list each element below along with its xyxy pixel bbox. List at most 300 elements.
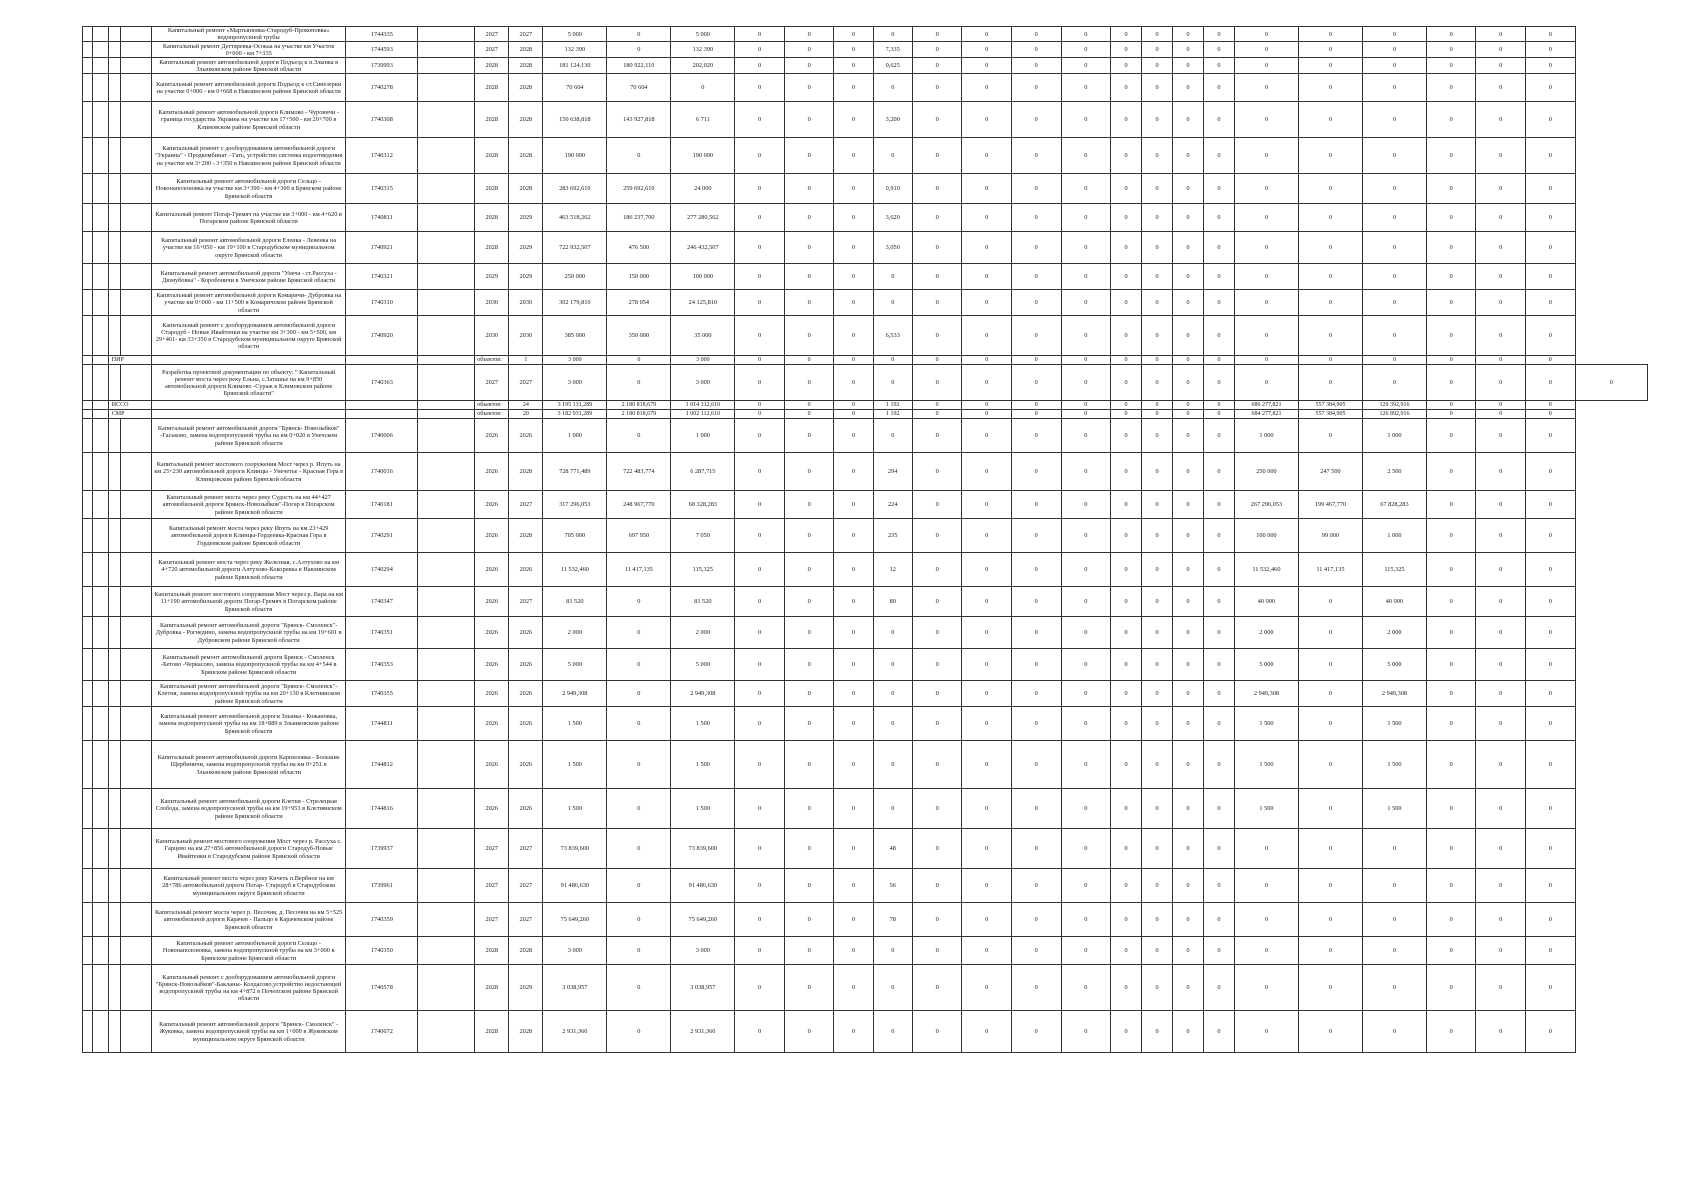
start-year-cell: 2026 — [475, 419, 509, 453]
zero-cell: 0 — [962, 519, 1012, 553]
zero-cell: 0 — [1011, 264, 1061, 290]
year-federal-cell: 0 — [1298, 741, 1362, 789]
zero-cell: 0 — [1142, 419, 1173, 453]
year-regional-cell: 5 000 — [1362, 649, 1426, 681]
total-cost-cell: 722 932,507 — [543, 232, 607, 264]
blank-cell — [83, 356, 93, 365]
object-code-cell: 1740347 — [346, 587, 418, 617]
blank-cell — [418, 290, 475, 316]
regional-cost-cell: 2 931,360 — [671, 1011, 735, 1053]
length-cell: 0,625 — [873, 58, 912, 74]
year-total-cell: 0 — [1234, 74, 1298, 102]
year-federal-cell: 0 — [1298, 681, 1362, 707]
zero-cell: 0 — [1476, 617, 1526, 649]
length-cell: 56 — [873, 869, 912, 903]
object-code-cell: 1740578 — [346, 965, 418, 1011]
regional-cost-cell: 246 432,507 — [671, 232, 735, 264]
zero-cell: 0 — [1526, 290, 1576, 316]
zero-cell: 0 — [1203, 553, 1234, 587]
zero-cell: 0 — [1203, 410, 1234, 419]
regional-cost-cell: 277 280,562 — [671, 204, 735, 232]
zero-cell: 0 — [962, 869, 1012, 903]
table-row — [83, 102, 1648, 138]
zero-cell: 0 — [1526, 741, 1576, 789]
blank-cell — [83, 937, 93, 965]
objects-count-cell: 1 — [509, 356, 543, 365]
zero-cell: 0 — [1476, 42, 1526, 58]
zero-cell: 0 — [1061, 903, 1111, 937]
zero-cell: 0 — [784, 587, 834, 617]
zero-cell: 0 — [1526, 617, 1576, 649]
total-cost-cell: 1 500 — [543, 789, 607, 829]
zero-cell: 0 — [1476, 965, 1526, 1011]
year-total-cell: 40 000 — [1234, 587, 1298, 617]
zero-cell: 0 — [735, 741, 785, 789]
zero-cell: 0 — [834, 965, 873, 1011]
blank-cell — [83, 204, 93, 232]
zero-cell: 0 — [1173, 587, 1204, 617]
zero-cell: 0 — [1203, 138, 1234, 174]
start-year-cell: 2028 — [475, 102, 509, 138]
object-code-cell: 1744816 — [346, 789, 418, 829]
end-year-cell: 2026 — [509, 553, 543, 587]
federal-cost-cell: 0 — [607, 741, 671, 789]
zero-cell: 0 — [834, 290, 873, 316]
zero-cell: 0 — [1142, 42, 1173, 58]
zero-cell: 0 — [1142, 74, 1173, 102]
zero-cell: 0 — [1111, 232, 1142, 264]
zero-cell: 0 — [834, 174, 873, 204]
object-name-cell: Капитальный ремонт автомобильной дороги Подъезд к п.Злынка в Злынковском районе Брянской области — [152, 58, 346, 74]
zero-cell: 0 — [1426, 74, 1476, 102]
zero-cell: 0 — [1011, 102, 1061, 138]
zero-cell: 0 — [735, 519, 785, 553]
blank-cell — [83, 453, 93, 491]
zero-cell: 0 — [962, 290, 1012, 316]
year-regional-cell: 0 — [1362, 965, 1426, 1011]
length-cell: 0 — [873, 707, 912, 741]
zero-cell: 0 — [1476, 27, 1526, 42]
table-row — [83, 789, 1648, 829]
zero-cell: 0 — [1142, 453, 1173, 491]
zero-cell: 0 — [834, 491, 873, 519]
zero-cell: 0 — [1173, 316, 1204, 356]
start-year-cell: 2026 — [475, 617, 509, 649]
zero-cell: 0 — [1173, 681, 1204, 707]
year-federal-cell: 557 384,905 — [1298, 410, 1362, 419]
zero-cell: 0 — [735, 681, 785, 707]
blank-cell — [93, 491, 108, 519]
regional-cost-cell: 3 000 — [671, 937, 735, 965]
zero-cell: 0 — [1173, 356, 1204, 365]
length-cell: 78 — [873, 903, 912, 937]
zero-cell: 0 — [1476, 587, 1526, 617]
total-cost-cell: 5 000 — [543, 27, 607, 42]
federal-cost-cell: 11 417,135 — [607, 553, 671, 587]
zero-cell: 0 — [912, 204, 962, 232]
zero-cell: 0 — [1061, 491, 1111, 519]
blank-cell — [108, 965, 120, 1011]
zero-cell: 0 — [1061, 138, 1111, 174]
table-row — [83, 42, 1648, 58]
zero-cell: 0 — [1476, 741, 1526, 789]
zero-cell: 0 — [735, 419, 785, 453]
year-total-cell: 686 277,821 — [1234, 401, 1298, 410]
blank-cell — [108, 232, 120, 264]
zero-cell: 0 — [962, 681, 1012, 707]
blank-cell — [83, 741, 93, 789]
zero-cell: 0 — [1061, 587, 1111, 617]
year-total-cell: 0 — [1234, 965, 1298, 1011]
zero-cell: 0 — [834, 869, 873, 903]
zero-cell: 0 — [1142, 27, 1173, 42]
zero-cell: 0 — [962, 102, 1012, 138]
zero-cell: 0 — [784, 519, 834, 553]
zero-cell: 0 — [1173, 174, 1204, 204]
year-regional-cell: 0 — [1362, 1011, 1426, 1053]
zero-cell: 0 — [1173, 204, 1204, 232]
zero-cell: 0 — [784, 410, 834, 419]
end-year-cell: 2030 — [509, 316, 543, 356]
zero-cell: 0 — [1111, 587, 1142, 617]
year-regional-cell: 0 — [1362, 829, 1426, 869]
regional-cost-cell: 1 014 312,610 — [671, 401, 735, 410]
end-year-cell: 2028 — [509, 174, 543, 204]
zero-cell: 0 — [1111, 649, 1142, 681]
zero-cell: 0 — [1011, 27, 1061, 42]
blank-cell — [108, 1011, 120, 1053]
zero-cell: 0 — [1426, 365, 1476, 401]
zero-cell: 0 — [1426, 174, 1476, 204]
total-cost-cell: 2 949,308 — [543, 681, 607, 707]
zero-cell: 0 — [912, 681, 962, 707]
table-row — [83, 74, 1648, 102]
zero-cell: 0 — [784, 937, 834, 965]
blank-cell — [108, 419, 120, 453]
blank-cell — [93, 316, 108, 356]
blank-cell — [108, 58, 120, 74]
zero-cell: 0 — [1111, 27, 1142, 42]
year-total-cell: 0 — [1234, 829, 1298, 869]
zero-cell: 0 — [962, 74, 1012, 102]
length-cell: 0 — [873, 290, 912, 316]
zero-cell: 0 — [1111, 58, 1142, 74]
object-code-cell: 1739993 — [346, 58, 418, 74]
year-regional-cell: 40 000 — [1362, 587, 1426, 617]
start-year-cell: 2028 — [475, 937, 509, 965]
table-row — [83, 174, 1648, 204]
zero-cell: 0 — [1203, 316, 1234, 356]
year-total-cell: 0 — [1234, 903, 1298, 937]
zero-cell: 0 — [1476, 232, 1526, 264]
object-code-cell: 1740321 — [346, 264, 418, 290]
blank-cell — [108, 937, 120, 965]
start-year-cell: 2028 — [475, 1011, 509, 1053]
zero-cell: 0 — [1011, 204, 1061, 232]
end-year-cell: 2028 — [509, 138, 543, 174]
blank-cell — [93, 869, 108, 903]
zero-cell: 0 — [962, 401, 1012, 410]
zero-cell: 0 — [1111, 102, 1142, 138]
length-cell: 3,050 — [873, 232, 912, 264]
start-year-cell: 2026 — [475, 681, 509, 707]
zero-cell: 0 — [1011, 401, 1061, 410]
zero-cell: 0 — [912, 649, 962, 681]
zero-cell: 0 — [1526, 232, 1576, 264]
zero-cell: 0 — [1111, 869, 1142, 903]
zero-cell: 0 — [1061, 741, 1111, 789]
blank-cell — [418, 316, 475, 356]
year-federal-cell: 199 467,770 — [1298, 491, 1362, 519]
regional-cost-cell: 68 328,283 — [671, 491, 735, 519]
zero-cell: 0 — [912, 789, 962, 829]
zero-cell: 0 — [1011, 519, 1061, 553]
federal-cost-cell: 0 — [607, 42, 671, 58]
zero-cell: 0 — [1111, 453, 1142, 491]
zero-cell: 0 — [1526, 410, 1576, 419]
zero-cell: 0 — [1011, 174, 1061, 204]
end-year-cell: 2028 — [509, 102, 543, 138]
zero-cell: 0 — [1061, 290, 1111, 316]
year-federal-cell: 99 000 — [1298, 519, 1362, 553]
object-code-cell: 1740351 — [346, 617, 418, 649]
zero-cell: 0 — [1061, 174, 1111, 204]
blank-cell — [121, 519, 152, 553]
regional-cost-cell: 115,325 — [671, 553, 735, 587]
zero-cell: 0 — [1142, 316, 1173, 356]
year-total-cell: 684 277,821 — [1234, 410, 1298, 419]
zero-cell: 0 — [735, 789, 785, 829]
object-name-cell: Капитальный ремонт автомобильной дороги "Брянск- Смоленск" - Жуковка, замена водопропускной трубы на км 1+000 в Жуковском муниципальном округе Брянской области — [152, 1011, 346, 1053]
zero-cell: 0 — [735, 290, 785, 316]
zero-cell: 0 — [1426, 102, 1476, 138]
zero-cell: 0 — [1111, 290, 1142, 316]
blank-cell — [83, 519, 93, 553]
end-year-cell: 2027 — [509, 27, 543, 42]
zero-cell: 0 — [1011, 829, 1061, 869]
zero-cell: 0 — [1234, 356, 1298, 365]
end-year-cell: 2029 — [509, 264, 543, 290]
object-name-cell: Капитальный ремонт автомобильной дороги Климово - Чуровичи - граница государства Украина на участке км 17+500 - км 20+700 в Климовском районе Брянской области — [152, 102, 346, 138]
blank-cell — [93, 965, 108, 1011]
blank-cell — [108, 741, 120, 789]
blank-cell — [418, 789, 475, 829]
zero-cell: 0 — [1142, 204, 1173, 232]
regional-cost-cell: 6 711 — [671, 102, 735, 138]
zero-cell: 0 — [1061, 401, 1111, 410]
object-name-cell: Капитальный ремонт автомобильной дороги Карпиловка - Большие Щербиничи, замена водопропускной трубы на км 0+251 в Злынковском районе Брянской области — [152, 741, 346, 789]
zero-cell: 0 — [1575, 365, 1647, 401]
federal-cost-cell: 2 180 818,679 — [607, 401, 671, 410]
zero-cell: 0 — [1526, 553, 1576, 587]
year-regional-cell: 1 500 — [1362, 741, 1426, 789]
blank-cell — [83, 649, 93, 681]
federal-cost-cell: 0 — [607, 1011, 671, 1053]
object-name-cell: Капитальный ремонт автомобильной дороги Злынка - Кожановка, замена водопропускной трубы на км 18+889 в Злынковском районе Брянской области — [152, 707, 346, 741]
length-cell: 224 — [873, 491, 912, 519]
blank-cell — [93, 707, 108, 741]
regional-cost-cell: 202,020 — [671, 58, 735, 74]
object-name-cell: Капитальный ремонт автомобильной дороги Клетня - Стрелецкая Слобода, замена водопропускной трубы на км 19+953 в Клетнянском районе Брянской области — [152, 789, 346, 829]
zero-cell: 0 — [1142, 707, 1173, 741]
total-cost-cell: 3 000 — [543, 365, 607, 401]
start-year-cell: 2026 — [475, 453, 509, 491]
zero-cell: 0 — [1426, 965, 1476, 1011]
regional-cost-cell: 2 949,308 — [671, 681, 735, 707]
object-code-cell: 1740350 — [346, 937, 418, 965]
blank-cell — [83, 138, 93, 174]
zero-cell: 0 — [1203, 681, 1234, 707]
year-federal-cell: 0 — [1298, 789, 1362, 829]
zero-cell: 0 — [1203, 27, 1234, 42]
zero-cell: 0 — [1011, 617, 1061, 649]
zero-cell: 0 — [1173, 553, 1204, 587]
object-name-cell: Капитальный ремонт Дегтяревка-Осокаа на участке км Участок 0+000 - км 7+335 — [152, 42, 346, 58]
table-row — [83, 491, 1648, 519]
regional-cost-cell: 2 000 — [671, 617, 735, 649]
federal-cost-cell: 350 000 — [607, 316, 671, 356]
zero-cell: 0 — [1142, 649, 1173, 681]
zero-cell: 0 — [962, 174, 1012, 204]
zero-cell: 0 — [912, 42, 962, 58]
zero-cell: 0 — [1173, 419, 1204, 453]
zero-cell: 0 — [1011, 1011, 1061, 1053]
length-cell: 0 — [873, 649, 912, 681]
zero-cell: 0 — [1203, 365, 1234, 401]
year-federal-cell: 0 — [1298, 290, 1362, 316]
end-year-cell: 2028 — [509, 519, 543, 553]
end-year-cell: 2028 — [509, 74, 543, 102]
zero-cell: 0 — [912, 617, 962, 649]
zero-cell: 0 — [1426, 419, 1476, 453]
start-year-cell: 2028 — [475, 58, 509, 74]
length-cell: 0 — [873, 741, 912, 789]
zero-cell: 0 — [1173, 869, 1204, 903]
object-code-cell: 1740359 — [346, 903, 418, 937]
length-cell: 3,620 — [873, 204, 912, 232]
zero-cell: 0 — [784, 965, 834, 1011]
blank-cell — [418, 410, 475, 419]
regional-cost-cell: 91 486,630 — [671, 869, 735, 903]
object-name-cell: Капитальный ремонт автомобильной дороги Еленка - Левенка на участке км 16+050 - км 19+100 в Стародубском муниципальном округе Брянской области — [152, 232, 346, 264]
zero-cell: 0 — [1426, 410, 1476, 419]
zero-cell: 0 — [1203, 290, 1234, 316]
zero-cell: 0 — [1111, 74, 1142, 102]
zero-cell: 0 — [1476, 58, 1526, 74]
zero-cell: 0 — [1061, 869, 1111, 903]
blank-cell — [418, 419, 475, 453]
blank-cell — [108, 102, 120, 138]
year-federal-cell: 0 — [1298, 102, 1362, 138]
year-regional-cell: 0 — [1362, 903, 1426, 937]
regional-cost-cell: 73 839,600 — [671, 829, 735, 869]
zero-cell: 0 — [1203, 74, 1234, 102]
zero-cell: 0 — [834, 58, 873, 74]
zero-cell: 0 — [1111, 264, 1142, 290]
zero-cell: 0 — [1203, 264, 1234, 290]
total-cost-cell: 283 692,610 — [543, 174, 607, 204]
blank-cell — [121, 965, 152, 1011]
year-total-cell: 2 949,308 — [1234, 681, 1298, 707]
object-code-cell: 1740181 — [346, 491, 418, 519]
blank-cell — [121, 264, 152, 290]
zero-cell: 0 — [1426, 42, 1476, 58]
year-regional-cell: 67 828,283 — [1362, 491, 1426, 519]
object-code-cell: 1740006 — [346, 419, 418, 453]
year-total-cell: 0 — [1234, 232, 1298, 264]
zero-cell: 0 — [1011, 937, 1061, 965]
year-regional-cell: 1 000 — [1362, 519, 1426, 553]
zero-cell: 0 — [1142, 965, 1173, 1011]
zero-cell: 0 — [1011, 649, 1061, 681]
year-regional-cell: 1 000 — [1362, 419, 1426, 453]
object-name-cell: Капитальный ремонт автомобильной дороги "Унеча - ст.Рассуха - Дюмубовка" - Коробоничи в Унечском районе Брянской области — [152, 264, 346, 290]
total-cost-cell: 91 486,630 — [543, 869, 607, 903]
end-year-cell: 2026 — [509, 789, 543, 829]
zero-cell: 0 — [834, 617, 873, 649]
zero-cell: 0 — [1173, 741, 1204, 789]
zero-cell: 0 — [1173, 290, 1204, 316]
document-page — [82, 26, 1648, 1053]
blank-cell — [83, 707, 93, 741]
zero-cell: 0 — [1526, 419, 1576, 453]
year-regional-cell: 2 000 — [1362, 617, 1426, 649]
blank-cell — [93, 829, 108, 869]
start-year-cell: 2026 — [475, 587, 509, 617]
zero-cell: 0 — [1476, 681, 1526, 707]
total-cost-cell: 250 000 — [543, 264, 607, 290]
blank-cell — [418, 232, 475, 264]
zero-cell: 0 — [784, 138, 834, 174]
year-federal-cell: 557 384,905 — [1298, 401, 1362, 410]
zero-cell: 0 — [834, 410, 873, 419]
zero-cell: 0 — [735, 1011, 785, 1053]
regional-cost-cell: 75 649,260 — [671, 903, 735, 937]
zero-cell: 0 — [1526, 965, 1576, 1011]
blank-cell — [108, 27, 120, 42]
zero-cell: 0 — [1173, 58, 1204, 74]
blank-cell — [108, 707, 120, 741]
zero-cell: 0 — [1526, 1011, 1576, 1053]
zero-cell: 0 — [1061, 316, 1111, 356]
table-row — [83, 58, 1648, 74]
year-federal-cell: 0 — [1298, 74, 1362, 102]
blank-cell — [108, 204, 120, 232]
zero-cell: 0 — [1011, 356, 1061, 365]
zero-cell: 0 — [1526, 401, 1576, 410]
zero-cell: 0 — [1173, 903, 1204, 937]
zero-cell: 0 — [1173, 42, 1204, 58]
blank-cell — [93, 401, 108, 410]
blank-cell — [121, 491, 152, 519]
blank-cell — [418, 453, 475, 491]
zero-cell: 0 — [1111, 419, 1142, 453]
year-total-cell: 5 000 — [1234, 649, 1298, 681]
table-row — [83, 204, 1648, 232]
zero-cell: 0 — [834, 649, 873, 681]
zero-cell: 0 — [735, 707, 785, 741]
zero-cell: 0 — [1426, 356, 1476, 365]
end-year-cell: 2028 — [509, 1011, 543, 1053]
zero-cell: 0 — [1061, 410, 1111, 419]
blank-cell — [93, 789, 108, 829]
blank-cell — [108, 453, 120, 491]
object-code-cell: 1740363 — [346, 365, 418, 401]
blank-cell — [108, 264, 120, 290]
zero-cell: 0 — [1061, 58, 1111, 74]
blank-cell — [418, 174, 475, 204]
zero-cell: 0 — [1476, 1011, 1526, 1053]
